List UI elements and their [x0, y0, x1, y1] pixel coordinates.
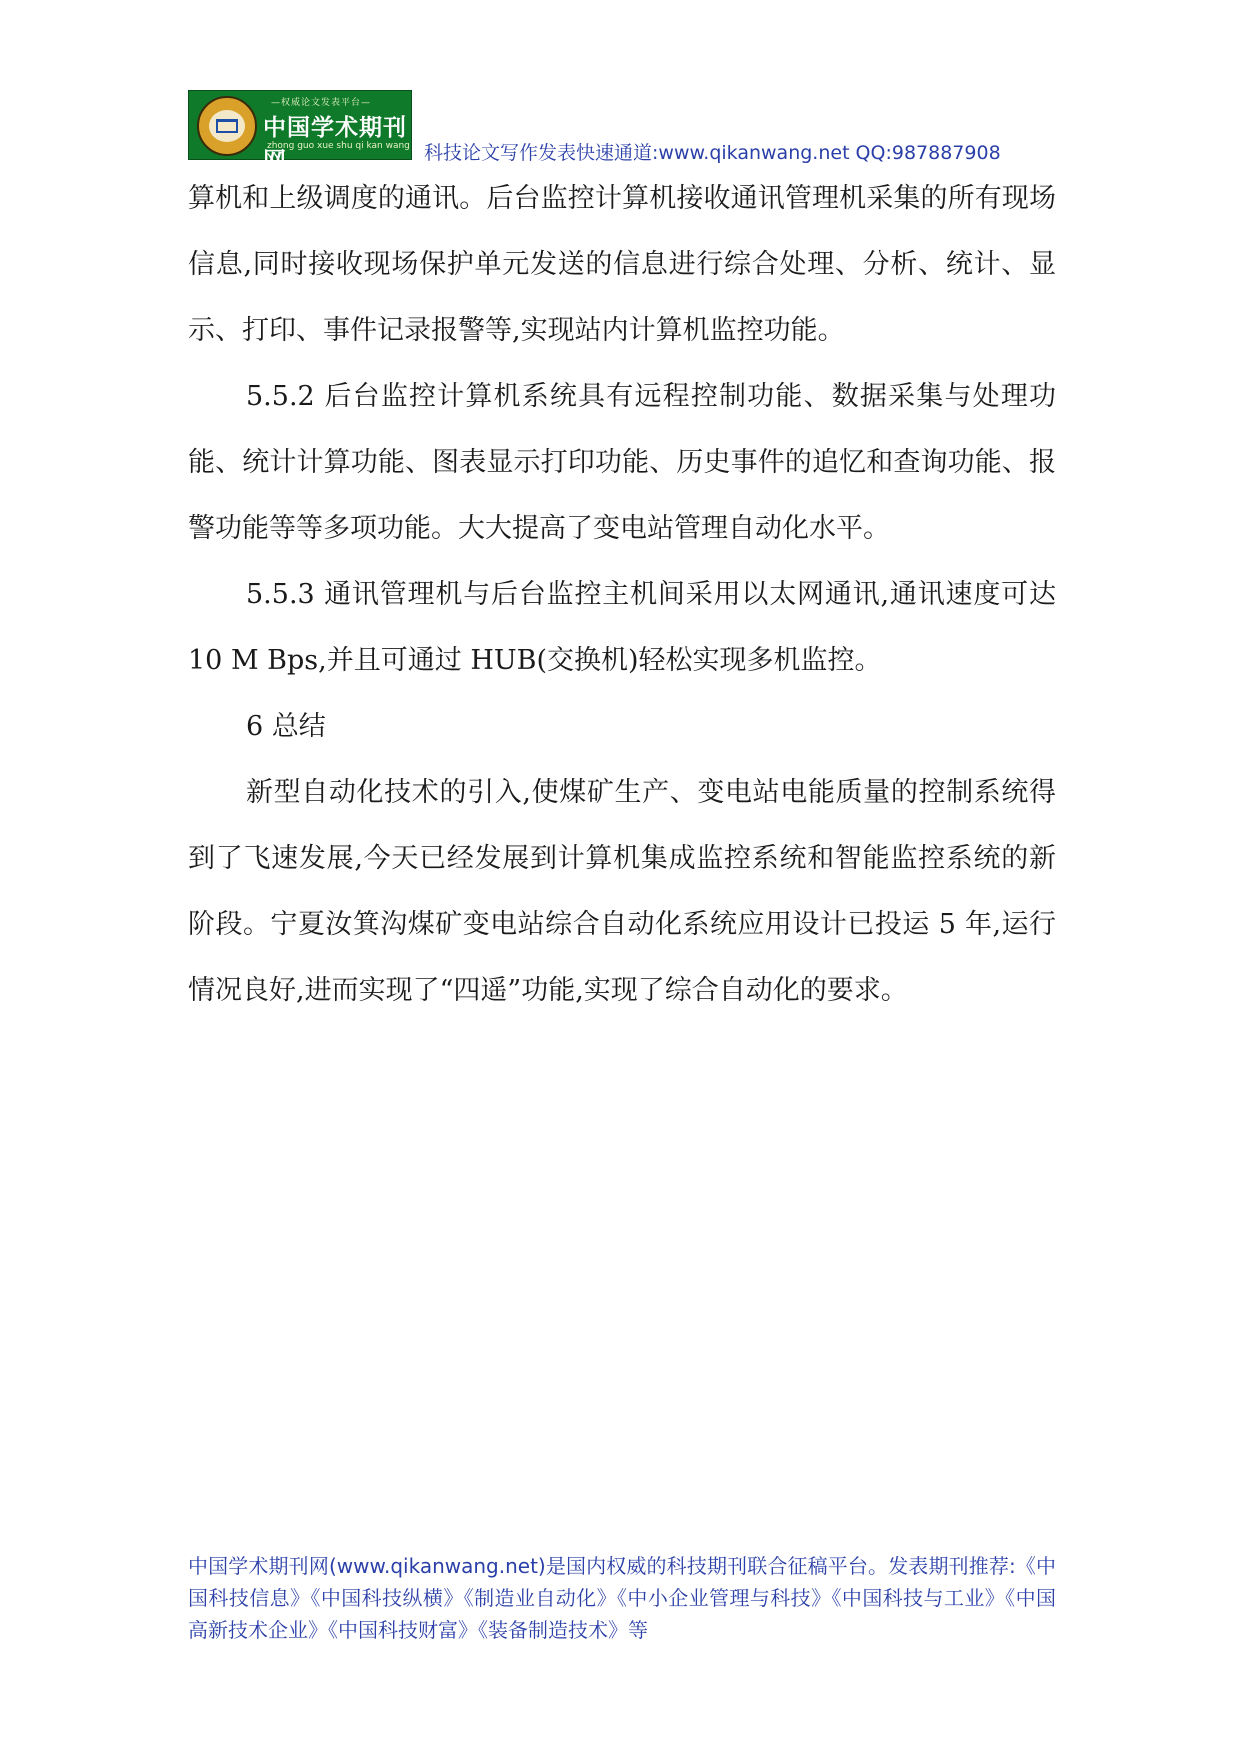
header-tagline: 科技论文写作发表快速通道:www.qikanwang.net QQ:987887908: [424, 142, 1001, 164]
paragraph: 算机和上级调度的通讯。后台监控计算机接收通讯管理机采集的所有现场信息,同时接收现场保护单元发送的信息进行综合处理、分析、统计、显示、打印、事件记录报警等,实现站内计算机监控功能。: [188, 183, 1056, 346]
paragraph: 新型自动化技术的引入,使煤矿生产、变电站电能质量的控制系统得到了飞速发展,今天已经发展到计算机集成监控系统和智能监控系统的新阶段。宁夏汝箕沟煤矿变电站综合自动化系统应用设计已投运 5 年,运行情况良好,进而实现了“四遥”功能,实现了综合自动化的要求。: [188, 777, 1056, 1006]
logo-tagline: —权威论文发表平台—: [271, 98, 372, 108]
paragraph: 5.5.3 通讯管理机与后台监控主机间采用以太网通讯,通讯速度可达 10 M Bps,并且可通过 HUB(交换机)轻松实现多机监控。: [188, 579, 1056, 676]
book-icon: [216, 119, 238, 133]
logo-pinyin: zhong guo xue shu qi kan wang: [267, 141, 410, 151]
site-logo[interactable]: [188, 90, 412, 174]
page-footer: 中国学术期刊网(www.qikanwang.net)是国内权威的科技期刊联合征稿平台。发表期刊推荐:《中国科技信息》《中国科技纵横》《制造业自动化》《中小企业管理与科技》《中国科技与工业》《中国高新技术企业》《中国科技财富》《装备制造技术》等: [188, 1554, 1056, 1642]
logo-badge: [197, 96, 257, 156]
page-header: [188, 90, 1058, 174]
paragraph: 5.5.2 后台监控计算机系统具有远程控制功能、数据采集与处理功能、统计计算功能、图表显示打印功能、历史事件的追忆和查询功能、报警功能等等多项功能。大大提高了变电站管理自动化水平。: [188, 381, 1056, 544]
logo-name: 中国学术期刊网: [263, 115, 407, 174]
section-heading: 6 总结: [246, 711, 326, 742]
document-body: [188, 166, 1056, 1024]
